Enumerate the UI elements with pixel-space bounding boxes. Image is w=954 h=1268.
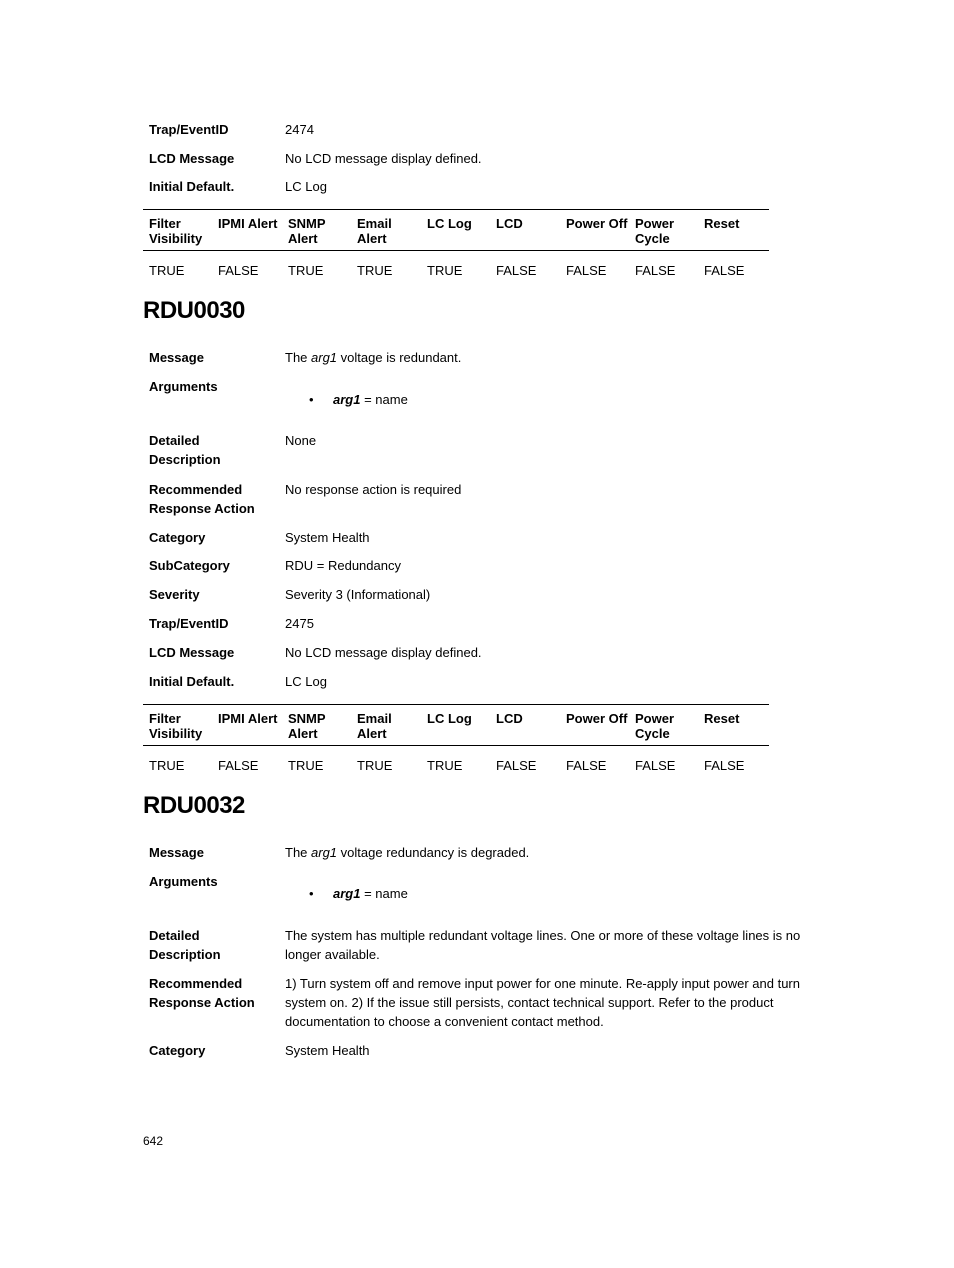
- lcd-label: LCD Message: [149, 645, 235, 660]
- message-value: [285, 843, 805, 862]
- detailed-description-value: The system has multiple redundant voltage lines. One or more of these voltage lines is no longer available.: [285, 928, 801, 962]
- filter-value-cell: FALSE: [704, 758, 745, 773]
- filter-value-cell: TRUE: [288, 263, 324, 278]
- filter-value-cell: FALSE: [635, 263, 676, 278]
- message-arg: arg1: [311, 350, 338, 365]
- argument-desc: = name: [360, 392, 408, 407]
- recommended-action-label: Recommended Response Action: [149, 976, 255, 1010]
- message-label: Message: [149, 845, 204, 860]
- filter-header-cell: LCD: [496, 711, 523, 726]
- detailed-description-value: None: [285, 433, 317, 448]
- trap-value: 2474: [285, 122, 314, 137]
- filter-header-cell: Reset: [704, 711, 740, 726]
- filter-value-cell: FALSE: [566, 758, 607, 773]
- filter-value-cell: TRUE: [149, 758, 185, 773]
- category-value: System Health: [285, 530, 370, 545]
- filter-table-header: [143, 209, 769, 251]
- filter-header-cell: LCD: [496, 216, 523, 231]
- recommended-action-value: 1) Turn system off and remove input power for one minute. Re-apply input power and turn system on. 2) If the issue still persists, contact technical support. Refer to the product documentation to choose a convenient contact method.: [285, 976, 800, 1029]
- message-text-pre: The: [285, 845, 312, 860]
- filter-header-cell: Power Cycle: [635, 216, 675, 246]
- subcategory-label: SubCategory: [149, 558, 230, 573]
- detailed-description-label: Detailed Description: [149, 433, 221, 467]
- filter-value-cell: TRUE: [288, 758, 324, 773]
- severity-value: Severity 3 (Informational): [285, 587, 431, 602]
- trap-value: 2475: [285, 616, 314, 631]
- initial-default-label: Initial Default.: [149, 674, 235, 689]
- filter-table-header: [143, 704, 769, 746]
- argument-name: arg1: [333, 392, 361, 407]
- category-label: Category: [149, 1043, 206, 1058]
- arguments-label: Arguments: [149, 874, 218, 889]
- subcategory-value: RDU = Redundancy: [285, 558, 401, 573]
- filter-value-cell: FALSE: [704, 263, 745, 278]
- filter-value-cell: TRUE: [427, 263, 463, 278]
- message-text-post: voltage is redundant.: [337, 350, 462, 365]
- recommended-action-value: No response action is required: [285, 482, 462, 497]
- filter-header-cell: Power Off: [566, 216, 628, 231]
- recommended-action-label: Recommended Response Action: [149, 482, 255, 516]
- trap-label: Trap/EventID: [149, 122, 229, 137]
- argument-name: arg1: [333, 886, 361, 901]
- filter-header-cell: Filter Visibility: [149, 216, 203, 246]
- filter-value-cell: TRUE: [357, 758, 393, 773]
- severity-label: Severity: [149, 587, 200, 602]
- filter-header-cell: IPMI Alert: [218, 711, 278, 726]
- filter-value-cell: FALSE: [496, 758, 537, 773]
- filter-header-cell: Power Off: [566, 711, 628, 726]
- filter-value-cell: FALSE: [218, 263, 259, 278]
- bullet-icon: •: [309, 886, 314, 901]
- section-title-rdu0032: RDU0032: [143, 792, 245, 819]
- filter-header-cell: LC Log: [427, 216, 472, 231]
- filter-value-cell: TRUE: [149, 263, 185, 278]
- filter-value-cell: FALSE: [635, 758, 676, 773]
- detailed-description-label: Detailed Description: [149, 928, 221, 962]
- message-text-post: voltage redundancy is degraded.: [337, 845, 530, 860]
- filter-header-cell: Power Cycle: [635, 711, 675, 741]
- filter-header-cell: Filter Visibility: [149, 711, 203, 741]
- filter-header-cell: Email Alert: [357, 216, 392, 246]
- filter-value-cell: FALSE: [218, 758, 259, 773]
- filter-header-cell: IPMI Alert: [218, 216, 278, 231]
- message-text-pre: The: [285, 350, 312, 365]
- filter-value-cell: FALSE: [496, 263, 537, 278]
- initial-default-value: LC Log: [285, 179, 327, 194]
- filter-value-cell: FALSE: [566, 263, 607, 278]
- message-arg: arg1: [311, 845, 338, 860]
- lcd-value: No LCD message display defined.: [285, 645, 482, 660]
- arguments-label: Arguments: [149, 379, 218, 394]
- trap-label: Trap/EventID: [149, 616, 229, 631]
- filter-header-cell: Email Alert: [357, 711, 392, 741]
- filter-value-cell: TRUE: [357, 263, 393, 278]
- argument-desc: = name: [360, 886, 408, 901]
- lcd-value: No LCD message display defined.: [285, 151, 482, 166]
- filter-header-cell: SNMP Alert: [288, 216, 326, 246]
- category-label: Category: [149, 530, 206, 545]
- filter-header-cell: LC Log: [427, 711, 472, 726]
- filter-header-cell: Reset: [704, 216, 740, 231]
- category-value: System Health: [285, 1043, 370, 1058]
- lcd-label: LCD Message: [149, 151, 235, 166]
- message-value: [285, 348, 805, 367]
- section-title-rdu0030: RDU0030: [143, 297, 245, 324]
- message-label: Message: [149, 350, 204, 365]
- filter-value-cell: TRUE: [427, 758, 463, 773]
- initial-default-label: Initial Default.: [149, 179, 235, 194]
- initial-default-value: LC Log: [285, 674, 327, 689]
- page-number: 642: [143, 1134, 164, 1148]
- filter-header-cell: SNMP Alert: [288, 711, 326, 741]
- bullet-icon: •: [309, 392, 314, 407]
